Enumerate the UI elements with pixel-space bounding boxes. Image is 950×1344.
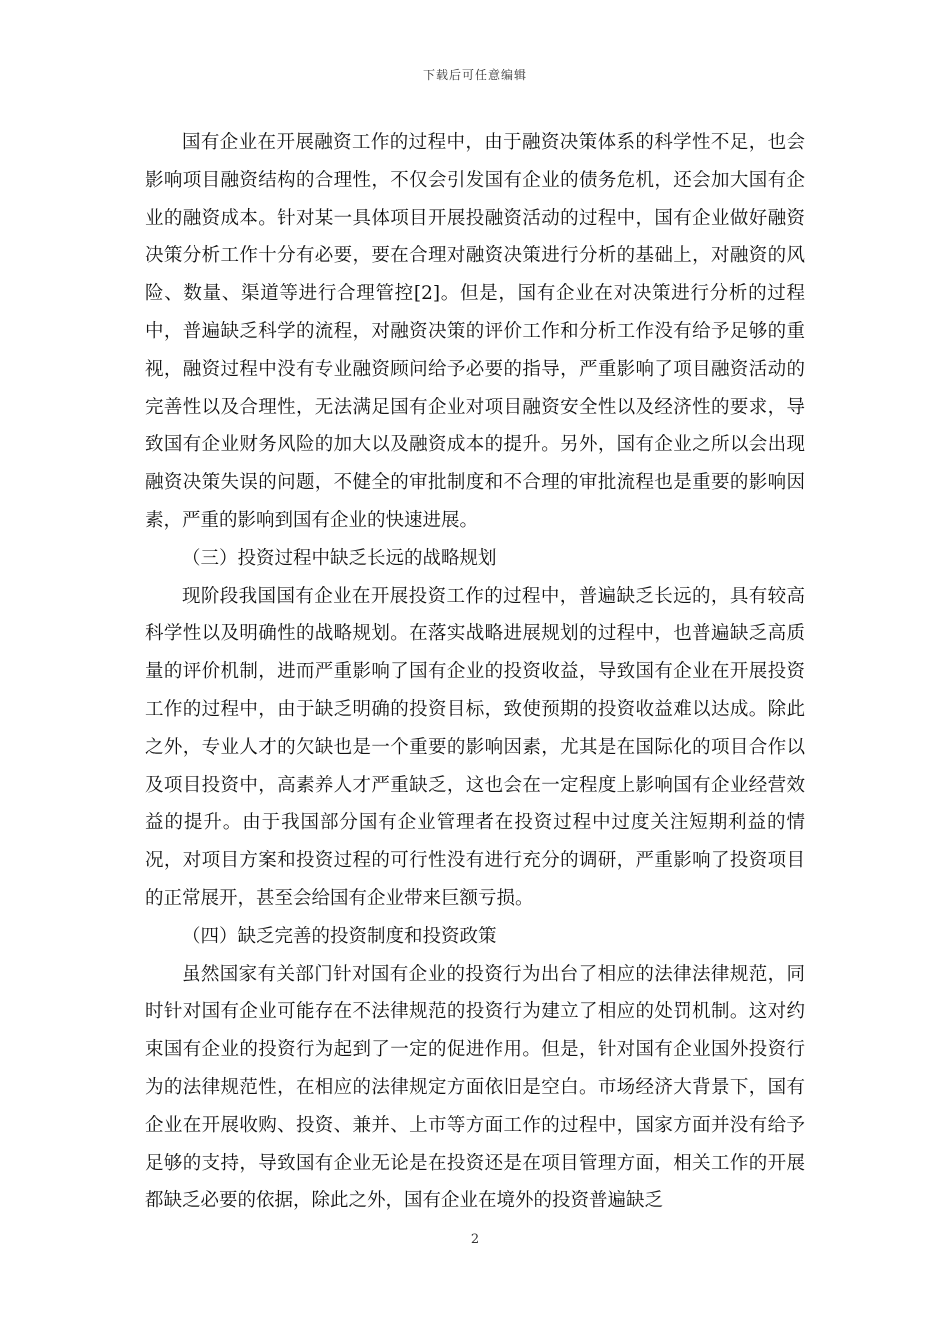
body-paragraph: 虽然国家有关部门针对国有企业的投资行为出台了相应的法律法律规范，同时针对国有企业可能存在不法律规范的投资行为建立了相应的处罚机制。这对约束国有企业的投资行为起到了一定的促进作用。但是，针对国有企业国外投资行为的法律规范性，在相应的法律规定方面依旧是空白。市场经济大背景下，国有企业在开展收购、投资、兼并、上市等方面工作的过程中，国家方面并没有给予足够的支持，导致国有企业无论是在投资还是在项目管理方面，相关工作的开展都缺乏必要的依据，除此之外，国有企业在境外的投资普遍缺乏	[145, 963, 805, 1212]
page-header: 下载后可任意编辑	[422, 68, 527, 82]
body-paragraph: 现阶段我国国有企业在开展投资工作的过程中，普遍缺乏长远的，具有较高科学性以及明确性的战略规划。在落实战略进展规划的过程中，也普遍缺乏高质量的评价机制，进而严重影响了国有企业的投资收益，导致国有企业在开展投资工作的过程中，由于缺乏明确的投资目标，致使预期的投资收益难以达成。除此之外，专业人才的欠缺也是一个重要的影响因素，尤其是在国际化的项目合作以及项目投资中，高素养人才严重缺乏，这也会在一定程度上影响国有企业经营效益的提升。由于我国部分国有企业管理者在投资过程中过度关注短期利益的情况，对项目方案和投资过程的可行性没有进行充分的调研，严重影响了投资项目的正常展开，甚至会给国有企业带来巨额亏损。	[145, 585, 805, 909]
body-paragraph: 国有企业在开展融资工作的过程中，由于融资决策体系的科学性不足，也会影响项目融资结构的合理性，不仅会引发国有企业的债务危机，还会加大国有企业的融资成本。针对某一具体项目开展投融资活动的过程中，国有企业做好融资决策分析工作十分有必要，要在合理对融资决策进行分析的基础上，对融资的风险、数量、渠道等进行合理管控[2]。但是，国有企业在对决策进行分析的过程中，普遍缺乏科学的流程，对融资决策的评价工作和分析工作没有给予足够的重视，融资过程中没有专业融资顾问给予必要的指导，严重影响了项目融资活动的完善性以及合理性，无法满足国有企业对项目融资安全性以及经济性的要求，导致国有企业财务风险的加大以及融资成本的提升。另外，国有企业之所以会出现融资决策失误的问题，不健全的审批制度和不合理的审批流程也是重要的影响因素，严重的影响到国有企业的快速进展。	[145, 132, 805, 531]
section-heading: （四）缺乏完善的投资制度和投资政策	[182, 925, 497, 947]
document-body	[145, 124, 805, 1220]
page-number: 2	[470, 1232, 480, 1247]
section-heading: （三）投资过程中缺乏长远的战略规划	[182, 547, 497, 569]
